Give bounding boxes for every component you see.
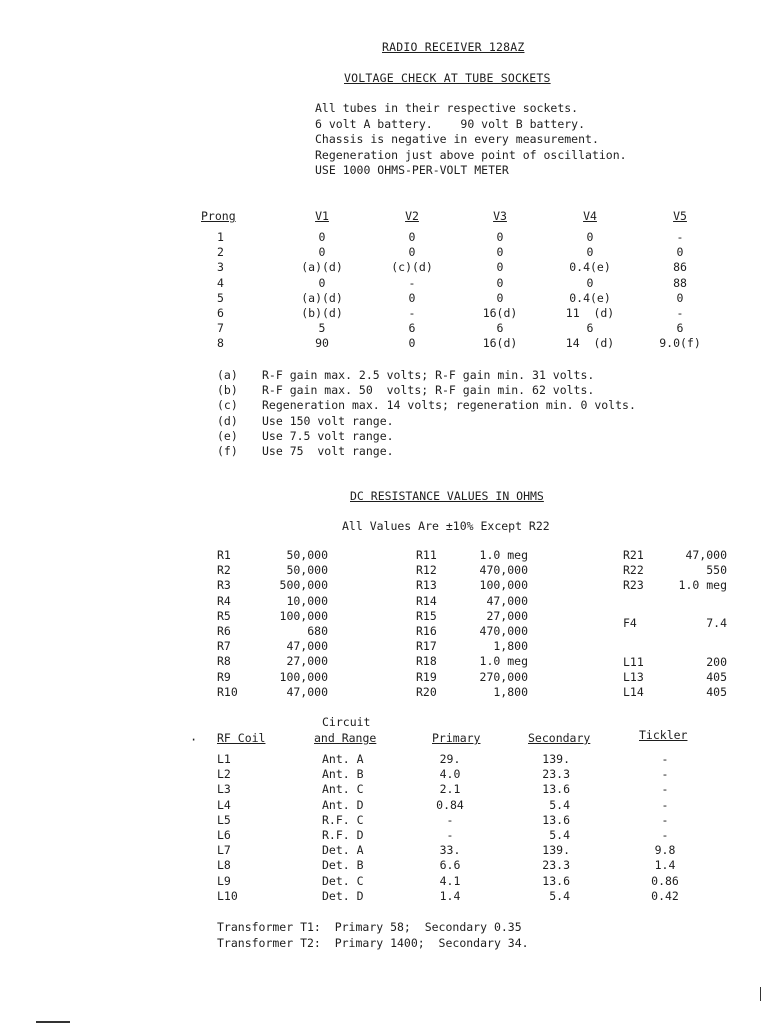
coil-primary: 29. bbox=[439, 752, 461, 766]
coil-name: L6 bbox=[217, 828, 231, 842]
coil-secondary: 13.6 bbox=[542, 782, 570, 796]
resistor-label: R15 bbox=[416, 609, 437, 623]
voltage-cell: (a)(d) bbox=[301, 260, 343, 274]
voltage-cell: 0 bbox=[676, 291, 684, 305]
coil-secondary: 13.6 bbox=[542, 874, 570, 888]
voltage-cell: 0 bbox=[496, 260, 504, 274]
voltage-cell: 0 bbox=[318, 245, 326, 259]
coil-name: L4 bbox=[217, 798, 231, 812]
coil-value: 200 bbox=[706, 655, 727, 669]
resistor-label: R21 bbox=[623, 548, 644, 562]
coil-circuit: R.F. D bbox=[322, 828, 364, 842]
coil-tickler: - bbox=[661, 767, 669, 781]
resistor-value: 50,000 bbox=[286, 548, 328, 562]
voltage-cell: 0 bbox=[586, 245, 594, 259]
tube-header: V4 bbox=[583, 209, 597, 223]
coil-name: L8 bbox=[217, 858, 231, 872]
prong-number: 8 bbox=[217, 336, 224, 350]
resistor-label: R23 bbox=[623, 578, 644, 592]
coil-name: L7 bbox=[217, 843, 231, 857]
voltage-cell: (c)(d) bbox=[391, 260, 433, 274]
resistor-value: 100,000 bbox=[479, 578, 528, 592]
voltage-cell: 0 bbox=[408, 336, 416, 350]
resistor-label: R13 bbox=[416, 578, 437, 592]
resistor-value: 47,000 bbox=[486, 594, 528, 608]
resistor-label: R8 bbox=[217, 654, 231, 668]
header-tickler: Tickler bbox=[639, 728, 688, 742]
intro-line: USE 1000 OHMS-PER-VOLT METER bbox=[315, 163, 509, 177]
coil-tickler: - bbox=[661, 782, 669, 796]
intro-line: Chassis is negative in every measurement. bbox=[315, 132, 599, 146]
resistor-label: R12 bbox=[416, 563, 437, 577]
note-text: Use 150 volt range. bbox=[262, 414, 394, 428]
resistor-value: 1.0 meg bbox=[678, 578, 727, 592]
note-key: (a) bbox=[217, 368, 238, 382]
resistor-label: R7 bbox=[217, 639, 231, 653]
resistor-value: 47,000 bbox=[286, 685, 328, 699]
coil-circuit: Det. B bbox=[322, 858, 364, 872]
resistor-value: 1.0 meg bbox=[479, 548, 528, 562]
voltage-cell: (b)(d) bbox=[301, 306, 343, 320]
resistor-label: R6 bbox=[217, 624, 231, 638]
note-text: R-F gain max. 50 volts; R-F gain min. 62 volts. bbox=[262, 383, 595, 397]
coil-circuit: R.F. C bbox=[322, 813, 364, 827]
fuse-label: F4 bbox=[623, 616, 637, 630]
resistor-label: R11 bbox=[416, 548, 437, 562]
header-and-range: and Range bbox=[314, 731, 377, 745]
voltage-cell: 16(d) bbox=[482, 306, 518, 320]
note-text: R-F gain max. 2.5 volts; R-F gain min. 31 volts. bbox=[262, 368, 595, 382]
scan-mark bbox=[760, 987, 761, 1001]
prong-number: 6 bbox=[217, 306, 224, 320]
voltage-cell: 6 bbox=[586, 321, 594, 335]
resistor-value: 1,800 bbox=[493, 639, 528, 653]
voltage-cell: 14 (d) bbox=[565, 336, 615, 350]
transformer-t2: Transformer T2: Primary 1400; Secondary 34. bbox=[217, 936, 529, 950]
resistor-label: R3 bbox=[217, 578, 231, 592]
resistor-value: 270,000 bbox=[479, 670, 528, 684]
resistor-label: R4 bbox=[217, 594, 231, 608]
prong-number: 7 bbox=[217, 321, 224, 335]
note-key: (d) bbox=[217, 414, 238, 428]
coil-secondary: 23.3 bbox=[542, 858, 570, 872]
coil-tickler: 0.42 bbox=[651, 889, 679, 903]
coil-tickler: - bbox=[661, 798, 669, 812]
coil-primary: - bbox=[446, 813, 454, 827]
resistor-label: R10 bbox=[217, 685, 238, 699]
prong-number: 3 bbox=[217, 260, 224, 274]
resistor-label: R17 bbox=[416, 639, 437, 653]
voltage-cell: - bbox=[408, 276, 416, 290]
resistor-label: R9 bbox=[217, 670, 231, 684]
resistor-value: 100,000 bbox=[279, 670, 328, 684]
resistor-label: R20 bbox=[416, 685, 437, 699]
coil-primary: 33. bbox=[439, 843, 461, 857]
coil-name: L2 bbox=[217, 767, 231, 781]
page-title: RADIO RECEIVER 128AZ bbox=[382, 40, 525, 54]
coil-secondary: 13.6 bbox=[542, 813, 570, 827]
voltage-cell: 6 bbox=[496, 321, 504, 335]
resistance-subtitle: All Values Are ±10% Except R22 bbox=[342, 519, 550, 533]
voltage-cell: - bbox=[676, 230, 684, 244]
tube-header: V5 bbox=[673, 209, 687, 223]
prong-header: Prong bbox=[201, 209, 236, 223]
coil-name: L1 bbox=[217, 752, 231, 766]
resistance-title: DC RESISTANCE VALUES IN OHMS bbox=[350, 489, 544, 503]
header-circuit: Circuit bbox=[322, 715, 371, 729]
coil-tickler: 9.8 bbox=[654, 843, 676, 857]
voltage-cell: 0 bbox=[496, 291, 504, 305]
voltage-cell: - bbox=[676, 306, 684, 320]
coil-circuit: Ant. B bbox=[322, 767, 364, 781]
note-key: (b) bbox=[217, 383, 238, 397]
coil-name: L9 bbox=[217, 874, 231, 888]
coil-primary: 4.1 bbox=[439, 874, 461, 888]
resistor-value: 27,000 bbox=[286, 654, 328, 668]
voltage-cell: 0 bbox=[496, 276, 504, 290]
coil-label: L14 bbox=[623, 685, 644, 699]
note-text: Regeneration max. 14 volts; regeneration min. 0 volts. bbox=[262, 398, 636, 412]
voltage-cell: 9.0(f) bbox=[659, 336, 701, 350]
resistor-label: R18 bbox=[416, 654, 437, 668]
voltage-cell: 0 bbox=[408, 291, 416, 305]
prong-number: 4 bbox=[217, 276, 224, 290]
coil-name: L5 bbox=[217, 813, 231, 827]
resistor-value: 47,000 bbox=[685, 548, 727, 562]
tube-header: V1 bbox=[315, 209, 329, 223]
transformer-t1: Transformer T1: Primary 58; Secondary 0.35 bbox=[217, 920, 522, 934]
coil-circuit: Det. A bbox=[322, 843, 364, 857]
note-key: (f) bbox=[217, 444, 238, 458]
resistor-value: 50,000 bbox=[286, 563, 328, 577]
voltage-cell: 0.4(e) bbox=[569, 291, 611, 305]
coil-primary: 0.84 bbox=[436, 798, 464, 812]
coil-label: L11 bbox=[623, 655, 644, 669]
margin-dot: · bbox=[190, 733, 198, 747]
header-primary: Primary bbox=[432, 731, 481, 745]
coil-secondary: 139. bbox=[542, 752, 570, 766]
voltage-cell: 0 bbox=[676, 245, 684, 259]
note-text: Use 7.5 volt range. bbox=[262, 429, 394, 443]
voltage-cell: 0 bbox=[586, 230, 594, 244]
fuse-value: 7.4 bbox=[706, 616, 727, 630]
resistor-label: R2 bbox=[217, 563, 231, 577]
coil-tickler: - bbox=[661, 813, 669, 827]
coil-secondary: 5.4 bbox=[549, 828, 570, 842]
voltage-cell: 0 bbox=[586, 276, 594, 290]
coil-tickler: 0.86 bbox=[651, 874, 679, 888]
intro-line: All tubes in their respective sockets. bbox=[315, 101, 579, 115]
prong-number: 5 bbox=[217, 291, 224, 305]
coil-primary: 4.0 bbox=[439, 767, 461, 781]
resistor-label: R22 bbox=[623, 563, 644, 577]
voltage-cell: 0 bbox=[318, 276, 326, 290]
resistor-value: 27,000 bbox=[486, 609, 528, 623]
intro-line: 6 volt A battery. 90 volt B battery. bbox=[315, 116, 586, 131]
tube-header: V3 bbox=[493, 209, 507, 223]
coil-circuit: Det. C bbox=[322, 874, 364, 888]
coil-label: L13 bbox=[623, 670, 644, 684]
voltage-cell: 0 bbox=[496, 245, 504, 259]
coil-secondary: 5.4 bbox=[549, 889, 570, 903]
note-text: Use 75 volt range. bbox=[262, 444, 394, 458]
voltage-cell: 6 bbox=[408, 321, 416, 335]
coil-primary: 1.4 bbox=[439, 889, 461, 903]
page-subtitle: VOLTAGE CHECK AT TUBE SOCKETS bbox=[344, 71, 551, 85]
coil-circuit: Ant. D bbox=[322, 798, 364, 812]
voltage-cell: 11 (d) bbox=[565, 306, 615, 320]
voltage-cell: 86 bbox=[673, 260, 687, 274]
resistor-value: 1,800 bbox=[493, 685, 528, 699]
tube-header: V2 bbox=[405, 209, 419, 223]
coil-value: 405 bbox=[706, 670, 727, 684]
coil-primary: 6.6 bbox=[439, 858, 461, 872]
scan-mark bbox=[36, 1021, 70, 1023]
resistor-value: 500,000 bbox=[279, 578, 328, 592]
coil-primary: - bbox=[446, 828, 454, 842]
coil-secondary: 23.3 bbox=[542, 767, 570, 781]
coil-tickler: - bbox=[661, 752, 669, 766]
resistor-label: R16 bbox=[416, 624, 437, 638]
resistor-label: R5 bbox=[217, 609, 231, 623]
resistor-value: 470,000 bbox=[479, 563, 528, 577]
note-key: (e) bbox=[217, 429, 238, 443]
voltage-cell: 0 bbox=[408, 230, 416, 244]
header-secondary: Secondary bbox=[528, 731, 591, 745]
coil-tickler: 1.4 bbox=[654, 858, 676, 872]
resistor-label: R1 bbox=[217, 548, 231, 562]
voltage-cell: 0 bbox=[408, 245, 416, 259]
coil-name: L10 bbox=[217, 889, 238, 903]
voltage-cell: 88 bbox=[673, 276, 687, 290]
voltage-cell: - bbox=[408, 306, 416, 320]
intro-line: Regeneration just above point of oscillation. bbox=[315, 147, 627, 162]
coil-value: 405 bbox=[706, 685, 727, 699]
coil-name: L3 bbox=[217, 782, 231, 796]
voltage-cell: 6 bbox=[676, 321, 684, 335]
voltage-cell: 5 bbox=[318, 321, 326, 335]
voltage-cell: 0 bbox=[496, 230, 504, 244]
resistor-value: 1.0 meg bbox=[479, 654, 528, 668]
coil-secondary: 5.4 bbox=[549, 798, 570, 812]
resistor-value: 10,000 bbox=[286, 594, 328, 608]
coil-circuit: Det. D bbox=[322, 889, 364, 903]
header-rf-coil: RF Coil bbox=[217, 731, 266, 745]
note-key: (c) bbox=[217, 398, 238, 412]
coil-secondary: 139. bbox=[542, 843, 570, 857]
voltage-cell: (a)(d) bbox=[301, 291, 343, 305]
resistor-label: R19 bbox=[416, 670, 437, 684]
voltage-cell: 0.4(e) bbox=[569, 260, 611, 274]
resistor-label: R14 bbox=[416, 594, 437, 608]
prong-number: 1 bbox=[217, 230, 224, 244]
coil-tickler: - bbox=[661, 828, 669, 842]
voltage-cell: 16(d) bbox=[482, 336, 518, 350]
prong-number: 2 bbox=[217, 245, 224, 259]
coil-primary: 2.1 bbox=[439, 782, 461, 796]
resistor-value: 550 bbox=[706, 563, 727, 577]
coil-circuit: Ant. A bbox=[322, 752, 364, 766]
voltage-table bbox=[0, 0, 763, 360]
voltage-cell: 0 bbox=[318, 230, 326, 244]
voltage-cell: 90 bbox=[315, 336, 329, 350]
resistor-value: 680 bbox=[307, 624, 328, 638]
resistor-value: 470,000 bbox=[479, 624, 528, 638]
resistor-value: 47,000 bbox=[286, 639, 328, 653]
resistor-value: 100,000 bbox=[279, 609, 328, 623]
coil-circuit: Ant. C bbox=[322, 782, 364, 796]
